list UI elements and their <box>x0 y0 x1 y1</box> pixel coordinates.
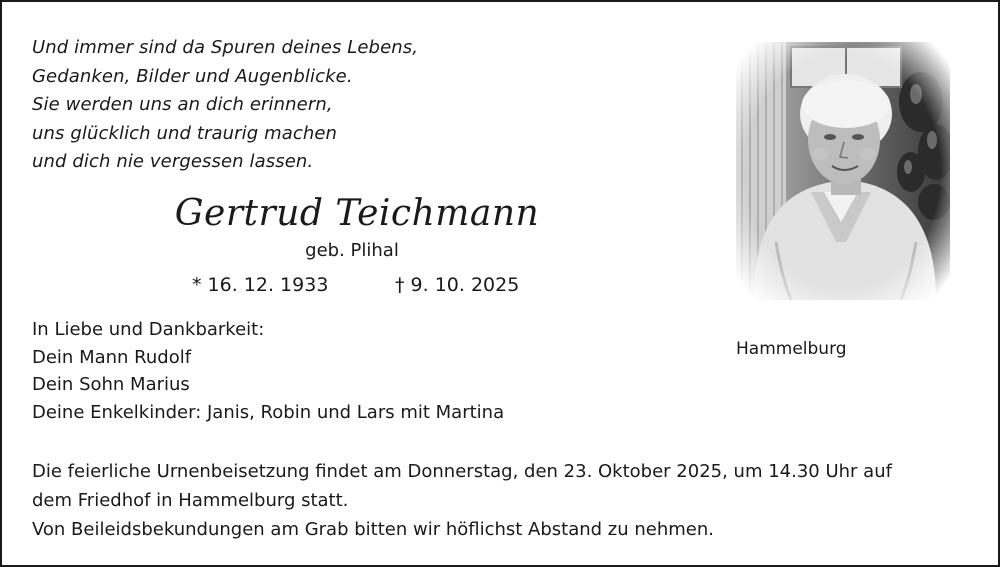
mourners-line: Deine Enkelkinder: Janis, Robin und Lars mit Martina <box>32 401 505 423</box>
mourners-line: In Liebe und Dankbarkeit: <box>32 319 265 340</box>
poem-line: uns glücklich und traurig machen <box>32 122 338 144</box>
poem-line: Und immer sind da Spuren deines Lebens, <box>32 37 419 58</box>
funeral-notice <box>32 457 892 544</box>
notice-line: Die feierliche Urnenbeisetzung findet am Donnerstag, den 23. Oktober 2025, um 14.30 Uhr auf <box>32 461 892 482</box>
portrait-image <box>736 42 950 300</box>
poem-line: und dich nie vergessen lassen. <box>32 151 314 172</box>
birth-date: * 16. 12. 1933 <box>192 274 329 296</box>
mourners-line: Dein Sohn Marius <box>32 374 190 395</box>
deceased-name: Gertrud Teichmann <box>174 193 540 234</box>
notice-line: Von Beileidsbekundungen am Grab bitten wir höflichst Abstand zu nehmen. <box>32 519 715 540</box>
poem-line: Gedanken, Bilder und Augenblicke. <box>32 65 353 87</box>
mourners-line: Dein Mann Rudolf <box>32 346 192 368</box>
poem-line: Sie werden uns an dich erinnern, <box>32 94 333 115</box>
memorial-poem <box>32 34 418 177</box>
death-date: † 9. 10. 2025 <box>395 274 520 296</box>
notice-line: dem Friedhof in Hammelburg statt. <box>32 490 349 511</box>
location: Hammelburg <box>736 339 847 359</box>
maiden-name: geb. Plihal <box>305 240 399 261</box>
mourners-list <box>32 316 504 426</box>
portrait-photo <box>736 42 950 300</box>
